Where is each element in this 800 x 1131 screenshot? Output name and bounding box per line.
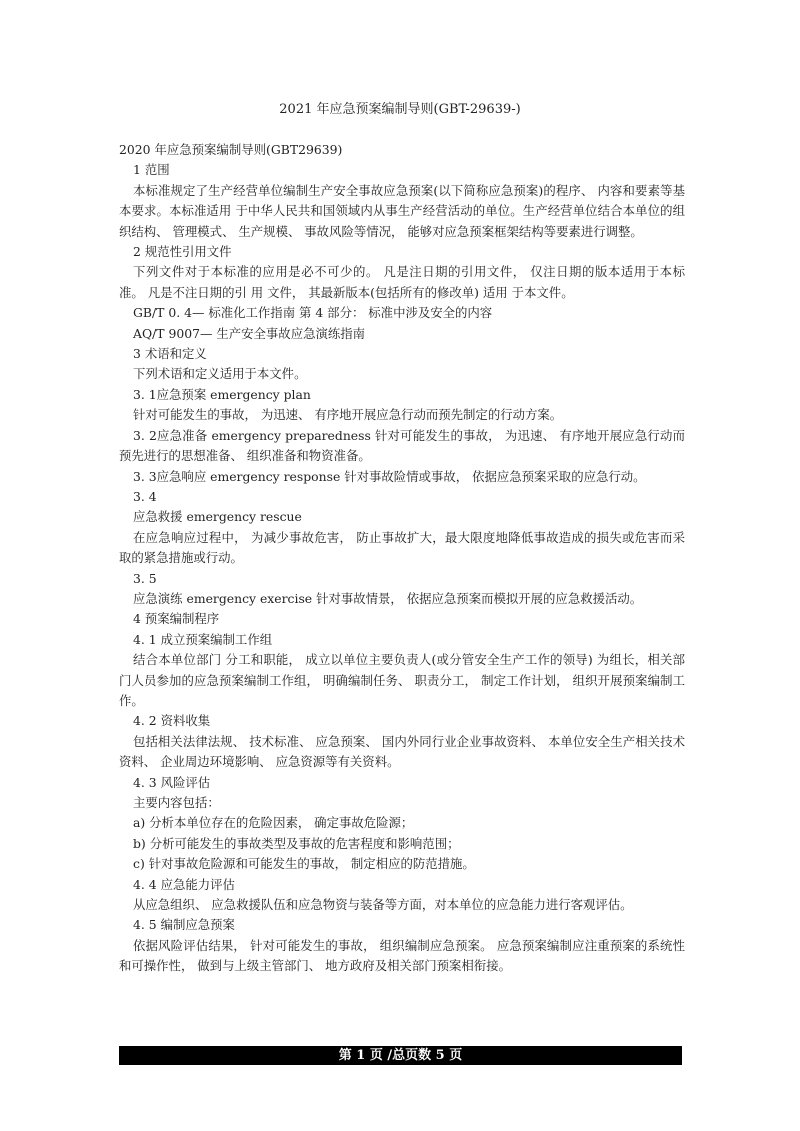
text-line: 在应急响应过程中， 为减少事故危害， 防止事故扩大，最大限度地降低事故造成的损失或危害而采取的紧急措施或行动。 bbox=[119, 529, 685, 566]
text-line: 应急救援 emergency rescue bbox=[133, 509, 302, 525]
page-title: 2021 年应急预案编制导则(GBT-29639-) bbox=[279, 102, 521, 117]
text-line: 3. 5 bbox=[133, 570, 157, 586]
text-line: c) 针对事故危险源和可能发生的事故， 制定相应的防范措施。 bbox=[133, 856, 475, 872]
text-line: 下列术语和定义适用于本文件。 bbox=[133, 366, 307, 382]
text-line: 4. 4 应急能力评估 bbox=[133, 876, 235, 892]
page-footer: 第 1 页 /总页数 5 页 bbox=[119, 1046, 682, 1065]
text-line: 4. 3 风险评估 bbox=[133, 774, 211, 790]
text-line: 针对可能发生的事故， 为迅速、 有序地开展应急行动而预先制定的行动方案。 bbox=[133, 407, 563, 423]
text-line: 3. 3应急响应 emergency response 针对事故险情或事故， 依据应急预案采取的应急行动。 bbox=[133, 468, 646, 484]
text-line: 3. 2应急准备 emergency preparedness 针对可能发生的事故， 为迅速、 有序地开展应急行动而预先进行的思想准备、 组织准备和物资准备。 bbox=[119, 427, 685, 464]
text-line: b) 分析可能发生的事故类型及事故的危害程度和影响范围； bbox=[133, 835, 460, 851]
text-line: 主要内容包括： bbox=[133, 795, 220, 810]
text-line: 从应急组织、 应急救援队伍和应急物资与装备等方面，对本单位的应急能力进行客观评估。 bbox=[133, 897, 633, 913]
text-line: 4. 5 编制应急预案 bbox=[133, 917, 235, 933]
text-line: 下列文件对于本标准的应用是必不可少的。 凡是注日期的引用文件， 仅注日期的版本适用于本标准。 凡是不注日期的引 用 文件， 其最新版本(包括所有的修改单) 适用 于本文件。 bbox=[119, 264, 685, 300]
text-line: 3 术语和定义 bbox=[133, 346, 207, 362]
text-line: 结合本单位部门 分工和职能， 成立以单位主要负责人(或分管安全生产工作的领导) 为组长，相关部门人员参加的应急预案编制工作组， 明确编制任务、 职责分工， 制定工作计划， 组织开展预案编制工作。 bbox=[119, 652, 685, 708]
text-line: 4 预案编制程序 bbox=[133, 611, 220, 627]
text-line: 1 范围 bbox=[133, 162, 170, 178]
text-line: GB/T 0. 4— 标准化工作指南 第 4 部分： 标准中涉及安全的内容 bbox=[133, 305, 493, 321]
text-line: 应急演练 emergency exercise 针对事故情景， 依据应急预案而模拟开展的应急救援活动。 bbox=[133, 590, 643, 606]
text-line: 2 规范性引用文件 bbox=[133, 244, 232, 260]
text-line: 包括相关法律法规、 技术标准、 应急预案、 国内外同行业企业事故资料、 本单位安全生产相关技术资料、 企业周边环境影响、 应急资源等有关资料。 bbox=[119, 733, 685, 770]
text-line: AQ/T 9007— 生产安全事故应急演练指南 bbox=[133, 325, 366, 341]
text-line: 3. 4 bbox=[133, 488, 157, 504]
text-line: 2020 年应急预案编制导则(GBT29639) bbox=[119, 142, 343, 157]
text-line: 3. 1应急预案 emergency plan bbox=[133, 386, 311, 402]
text-line: 4. 2 资料收集 bbox=[133, 713, 211, 729]
document-body bbox=[119, 140, 685, 977]
text-line: a) 分析本单位存在的危险因素， 确定事故危险源； bbox=[133, 815, 414, 831]
text-line: 本标准规定了生产经营单位编制生产安全事故应急预案(以下简称应急预案)的程序、 内容和要素等基本要求。本标准适用 于中华人民共和国领域内从事生产经营活动的单位。生产经营单位结合本单位的组织结构、 管理模式、 生产规模、 事故风险等情况， 能够对应急预案框架结构等要素进行调整。 bbox=[119, 182, 685, 239]
text-line: 依据风险评估结果， 针对可能发生的事故， 组织编制应急预案。 应急预案编制应注重预案的系统性和可操作性， 做到与上级主管部门、 地方政府及相关部门预案相衔接。 bbox=[119, 937, 685, 974]
text-line: 4. 1 成立预案编制工作组 bbox=[133, 631, 273, 647]
